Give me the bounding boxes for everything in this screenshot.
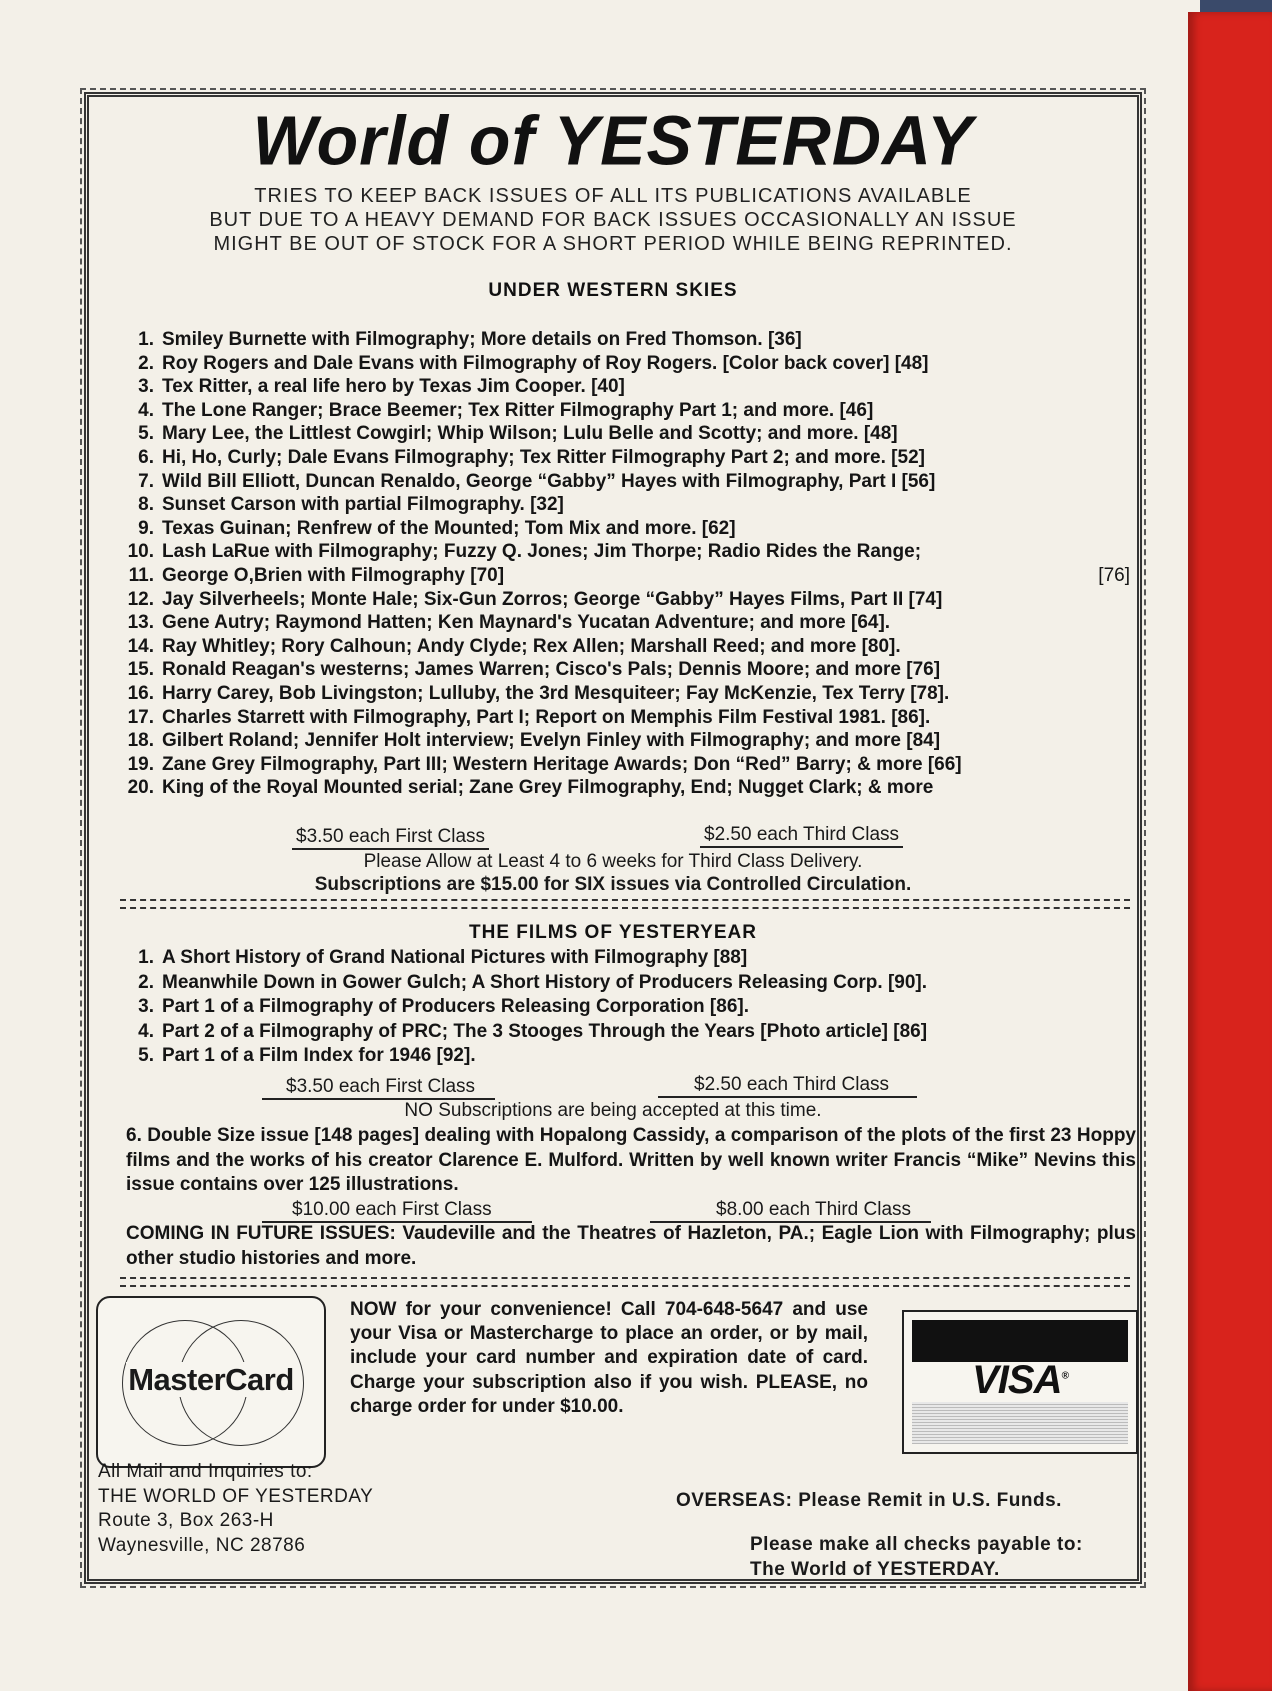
intro-line: BUT DUE TO A HEAVY DEMAND FOR BACK ISSUES OCCASIONALLY AN ISSUE <box>209 209 1017 231</box>
list-item: 12. Jay Silverheels; Monte Hale; Six-Gun Zorros; George “Gabby” Hayes Films, Part II [74] <box>127 588 943 610</box>
list-item: 19. Zane Grey Filmography, Part III; Western Heritage Awards; Don “Red” Barry; & more [66] <box>127 753 962 775</box>
mastercard-logo <box>96 1296 326 1468</box>
coming-issues-text: COMING IN FUTURE ISSUES: Vaudeville and the Theatres of Hazleton, PA.; Eagle Lion with Filmography; plus other studio histories and more. <box>126 1223 1136 1269</box>
list-item: 5. Mary Lee, the Littlest Cowgirl; Whip Wilson; Lulu Belle and Scotty; and more. [48] <box>138 423 898 445</box>
address-line: Route 3, Box 263-H <box>98 1510 274 1532</box>
list-item: 1. A Short History of Grand National Pictures with Filmography [88] <box>138 947 748 968</box>
list-item: 5. Part 1 of a Film Index for 1946 [92]. <box>138 1045 476 1067</box>
section-divider <box>120 899 1130 909</box>
delivery-note: Please Allow at Least 4 to 6 weeks for Third Class Delivery. <box>363 851 863 872</box>
mastercard-label: MasterCard <box>128 1362 294 1397</box>
list-item: 15. Ronald Reagan's westerns; James Warren; Cisco's Pals; Dennis Moore; and more [76] <box>127 659 941 681</box>
checks-line: The World of YESTERDAY. <box>750 1559 1000 1580</box>
double-price-third: $8.00 each Third Class <box>650 1199 931 1221</box>
intro-line: MIGHT BE OUT OF STOCK FOR A SHORT PERIOD WHILE BEING REPRINTED. <box>213 233 1013 255</box>
page-title: World of YESTERDAY <box>252 102 974 180</box>
western-price-first: $3.50 each First Class <box>292 826 489 848</box>
list-item: 1. Smiley Burnette with Filmography; More details on Fred Thomson. [36] <box>138 329 802 350</box>
western-price-third: $2.50 each Third Class <box>700 824 903 846</box>
list-item: 13. Gene Autry; Raymond Hatten; Ken Maynard's Yucatan Adventure; and more [64]. <box>127 612 891 634</box>
films-price-third: $2.50 each Third Class <box>658 1074 917 1096</box>
list-item: 10. Lash LaRue with Filmography; Fuzzy Q. Jones; Jim Thorpe; Radio Rides the Range; <box>127 541 922 563</box>
films-price-first: $3.50 each First Class <box>262 1076 495 1098</box>
double-price-first: $10.00 each First Class <box>262 1199 532 1221</box>
checks-line: Please make all checks payable to: <box>750 1534 1083 1555</box>
list-item: 2. Roy Rogers and Dale Evans with Filmography of Roy Rogers. [Color back cover] [48] <box>138 352 929 374</box>
films-heading: THE FILMS OF YESTERYEAR <box>469 922 757 943</box>
list-item: 18. Gilbert Roland; Jennifer Holt interview; Evelyn Finley with Filmography; and more [84] <box>127 730 941 752</box>
list-item: 14. Ray Whitley; Rory Calhoun; Andy Clyde; Rex Allen; Marshall Reed; and more [80]. <box>127 635 901 657</box>
intro-text <box>84 184 1142 256</box>
list-item: 4. Part 2 of a Filmography of PRC; The 3 Stooges Through the Years [Photo article] [86] <box>138 1020 928 1042</box>
list-item: 3. Part 1 of a Filmography of Producers Releasing Corporation [86]. <box>138 996 749 1018</box>
address-line: All Mail and Inquiries to: <box>98 1461 313 1482</box>
list-item: 3. Tex Ritter, a real life hero by Texas Jim Cooper. [40] <box>138 376 625 398</box>
list-item: 4. The Lone Ranger; Brace Beemer; Tex Ritter Filmography Part 1; and more. [46] <box>138 399 874 421</box>
films-issue-list <box>116 946 1136 1069</box>
western-heading: UNDER WESTERN SKIES <box>488 280 738 301</box>
section-divider <box>120 1277 1130 1287</box>
address-line: Waynesville, NC 28786 <box>98 1534 306 1556</box>
overseas-note: OVERSEAS: Please Remit in U.S. Funds. <box>676 1490 1062 1511</box>
address-line: THE WORLD OF YESTERDAY <box>98 1485 374 1507</box>
visa-band-top <box>912 1320 1128 1362</box>
list-item: 7. Wild Bill Elliott, Duncan Renaldo, George “Gabby” Hayes with Filmography, Part I [56] <box>138 470 936 492</box>
visa-label: VISA <box>972 1358 1062 1402</box>
list-item: 16. Harry Carey, Bob Livingston; Lulluby, the 3rd Mesquiteer; Fay McKenzie, Tex Terry [78]. <box>127 682 950 704</box>
list-item: 11. George O,Brien with Filmography [70] [76] <box>116 564 1136 588</box>
list-item: 9. Texas Guinan; Renfrew of the Mounted; Tom Mix and more. [62] <box>138 517 736 539</box>
subscription-note: Subscriptions are $15.00 for SIX issues via Controlled Circulation. <box>314 874 912 895</box>
visa-band-bottom <box>912 1402 1128 1444</box>
western-issue-list <box>116 328 1136 800</box>
list-item: 20. King of the Royal Mounted serial; Zane Grey Filmography, End; Nugget Clark; & more <box>127 777 934 799</box>
checks-payable <box>750 1532 1083 1582</box>
item-10-price: [76] <box>1098 564 1130 586</box>
mailing-address <box>98 1460 373 1558</box>
list-item: 17. Charles Starrett with Filmography, Part I; Report on Memphis Film Festival 1981. [86]. <box>127 706 931 728</box>
visa-logo: VISA® <box>902 1310 1138 1454</box>
list-item: 2. Meanwhile Down in Gower Gulch; A Short History of Producers Releasing Corp. [90]. <box>138 971 928 993</box>
no-subscriptions-note: NO Subscriptions are being accepted at this time. <box>404 1100 822 1121</box>
order-instructions: NOW for your convenience! Call 704-648-5647 and use your Visa or Mastercharge to place an order, or by mail, include your card number and expiration date of card. Charge your subscription also if you wish. PLEASE, no charge order for under $10.00. <box>350 1299 868 1417</box>
list-item: 6. Hi, Ho, Curly; Dale Evans Filmography; Tex Ritter Filmography Part 2; and more. [52] <box>138 446 925 468</box>
list-item: 8. Sunset Carson with partial Filmography. [32] <box>138 494 564 516</box>
red-spine-strip <box>1188 12 1272 1691</box>
double-issue-text: 6. Double Size issue [148 pages] dealing with Hopalong Cassidy, a comparison of the plots of the first 23 Hoppy films and the works of his creator Clarence E. Mulford. Written by well known writer Francis “Mike” Nevins this issue contains over 125 illustrations. <box>126 1125 1136 1196</box>
intro-line: TRIES TO KEEP BACK ISSUES OF ALL ITS PUBLICATIONS AVAILABLE <box>254 185 972 207</box>
